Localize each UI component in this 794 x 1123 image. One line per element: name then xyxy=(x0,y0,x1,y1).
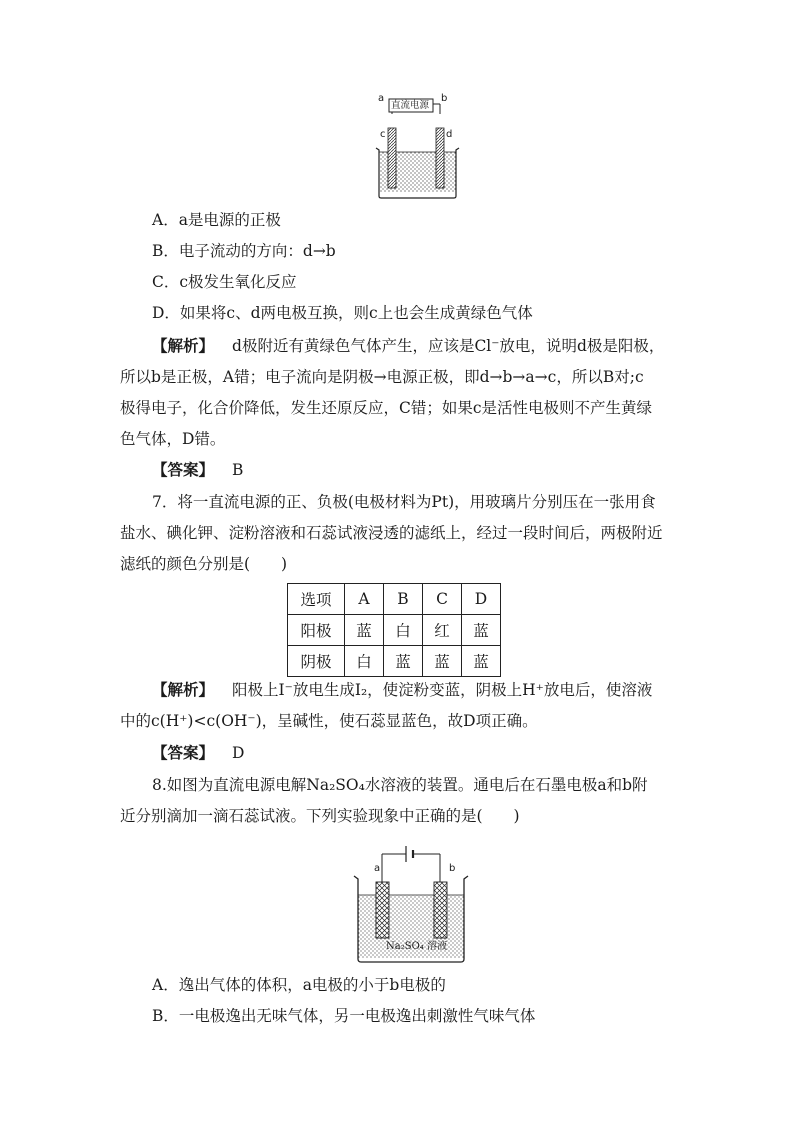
table-row xyxy=(288,584,501,615)
table-cell: 红 xyxy=(423,615,462,646)
table-cell: C xyxy=(423,584,462,615)
q7-stem-line-2: 盐水、碘化钾、淀粉溶液和石蕊试液浸透的滤纸上，经过一段时间后，两极附近 xyxy=(120,524,663,542)
table-cell: 蓝 xyxy=(345,615,384,646)
table-cell: D xyxy=(462,584,501,615)
table-cell: 选项 xyxy=(288,584,345,615)
table-cell: B xyxy=(384,584,423,615)
q6-option-a: A．a是电源的正极 xyxy=(152,211,281,229)
q6-analysis-line-4: 色气体，D错。 xyxy=(120,430,226,448)
q8-option-a: A．逸出气体的体积，a电极的小于b电极的 xyxy=(152,976,446,994)
q6-answer-value: B xyxy=(232,461,244,479)
q7-answer-tag: 【答案】 xyxy=(152,743,215,762)
table-cell: 蓝 xyxy=(384,646,423,677)
figure2-label-a: a xyxy=(374,863,381,874)
q6-answer-tag: 【答案】 xyxy=(152,460,215,479)
table-cell: 阴极 xyxy=(288,646,345,677)
q6-answer xyxy=(152,459,243,481)
q7-answer xyxy=(152,742,244,764)
q6-analysis-line-1 xyxy=(152,335,664,357)
figure1-label-d: d xyxy=(446,129,453,140)
q7-stem-line-3: 滤纸的颜色分别是( ) xyxy=(120,555,288,573)
q6-analysis-text-1: d极附近有黄绿色气体产生，应该是Cl⁻放电，说明d极是阳极， xyxy=(232,337,665,355)
q8-stem-line-2: 近分别滴加一滴石蕊试液。下列实验现象中正确的是( ) xyxy=(120,807,520,825)
q7-options-table xyxy=(287,583,501,677)
q8-option-b: B．一电极逸出无味气体，另一电极逸出刺激性气味气体 xyxy=(152,1007,536,1025)
table-cell: A xyxy=(345,584,384,615)
table-cell: 阳极 xyxy=(288,615,345,646)
q7-analysis-text-1: 阳极上I⁻放电生成I₂，使淀粉变蓝，阴极上H⁺放电后，使溶液 xyxy=(232,681,653,699)
q6-option-d: D．如果将c、d两电极互换，则c上也会生成黄绿色气体 xyxy=(152,304,533,322)
q6-analysis-line-3: 极得电子，化合价降低，发生还原反应，C错；如果c是活性电极则不产生黄绿 xyxy=(120,399,653,417)
q7-analysis-tag: 【解析】 xyxy=(152,680,215,699)
figure1-label-a: a xyxy=(378,93,385,104)
q6-analysis-tag: 【解析】 xyxy=(152,336,215,355)
figure1-label-c: c xyxy=(380,129,386,140)
q8-stem-line-1: 8.如图为直流电源电解Na₂SO₄水溶液的装置。通电后在石墨电极a和b附 xyxy=(152,776,648,794)
table-row xyxy=(288,646,501,677)
figure1-label-b: b xyxy=(441,93,448,104)
q6-analysis-line-2: 所以b是正极，A错；电子流向是阴极→电源正极，即d→b→a→c，所以B对;c xyxy=(120,368,644,386)
q6-option-c: C．c极发生氧化反应 xyxy=(152,273,297,291)
q7-stem-line-1: 7．将一直流电源的正、负极(电极材料为Pt)，用玻璃片分别压在一张用食 xyxy=(152,493,656,511)
q6-option-b: B．电子流动的方向：d→b xyxy=(152,242,336,260)
figure1-source-label: 直流电源 xyxy=(391,100,430,111)
table-row xyxy=(288,615,501,646)
figure2-solution-label: Na₂SO₄ 溶液 xyxy=(386,941,447,952)
q7-analysis-line-1 xyxy=(152,679,652,701)
q7-analysis-line-2: 中的c(H⁺)<c(OH⁻)，呈碱性，使石蕊显蓝色，故D项正确。 xyxy=(120,712,538,730)
table-cell: 蓝 xyxy=(423,646,462,677)
table-cell: 白 xyxy=(345,646,384,677)
figure2-label-b: b xyxy=(449,863,456,874)
table-cell: 蓝 xyxy=(462,646,501,677)
q7-answer-value: D xyxy=(232,744,245,762)
table-cell: 白 xyxy=(384,615,423,646)
table-cell: 蓝 xyxy=(462,615,501,646)
